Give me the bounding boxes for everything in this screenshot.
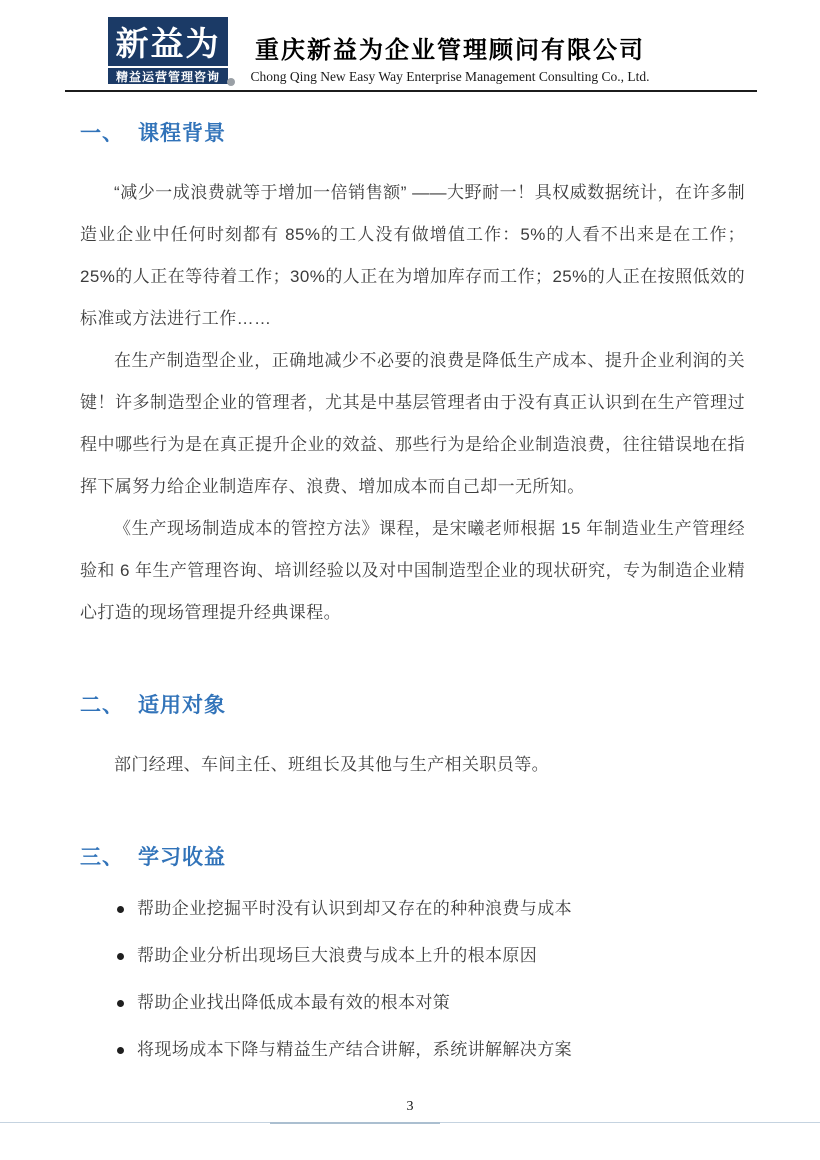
- section-benefits: [80, 841, 745, 1063]
- header-rule: [65, 90, 757, 92]
- section-audience: [80, 689, 745, 786]
- company-logo: [108, 17, 228, 84]
- section-title: [80, 117, 745, 147]
- list-item-text: 帮助企业分析出现场巨大浪费与成本上升的根本原因: [137, 946, 538, 965]
- section-title-text: 学习收益: [138, 846, 226, 869]
- company-name-block: [225, 30, 675, 85]
- bullet-dot-icon: [117, 1047, 124, 1054]
- paragraph: 部门经理、车间主任、班组长及其他与生产相关职员等。: [114, 755, 549, 774]
- company-name-en: Chong Qing New Easy Way Enterprise Management Consulting Co., Ltd.: [250, 69, 650, 84]
- section-number: 一、: [80, 122, 124, 145]
- benefits-list: [117, 896, 745, 1063]
- bullet-dot-icon: [117, 953, 124, 960]
- list-item: [117, 990, 745, 1016]
- list-item: [117, 1037, 745, 1063]
- bullet-dot-icon: [117, 906, 124, 913]
- footer-rule-segment: [270, 1122, 440, 1124]
- logo-wordmark: 新益为: [108, 17, 228, 66]
- section-course-background: [80, 117, 745, 634]
- section-title: [80, 689, 745, 719]
- paragraph: 在生产制造型企业，正确地减少不必要的浪费是降低生产成本、提升企业利润的关键！许多制造型企业的管理者，尤其是中基层管理者由于没有真正认识到在生产管理过程中哪些行为是在真正提升企业的效益、那些行为是给企业制造浪费，往往错误地在指挥下属努力给企业制造库存、浪费、增加成本而自己却一无所知。: [80, 351, 745, 496]
- section-body: [80, 744, 745, 786]
- list-item: [117, 943, 745, 969]
- section-title: [80, 841, 745, 871]
- list-item-text: 将现场成本下降与精益生产结合讲解，系统讲解解决方案: [137, 1040, 572, 1059]
- document-body: [0, 92, 820, 1063]
- list-item: [117, 896, 745, 922]
- section-title-text: 课程背景: [138, 122, 226, 145]
- section-body: [80, 172, 745, 634]
- section-number: 二、: [80, 694, 124, 717]
- company-name-cn: 重庆新益为企业管理顾问有限公司: [255, 37, 645, 64]
- logo-tagline: 精益运营管理咨询: [108, 68, 228, 84]
- footer-rule: [0, 1122, 820, 1123]
- paragraph: “减少一成浪费就等于增加一倍销售额” ——大野耐一！具权威数据统计，在许多制造业企业中任何时刻都有 85%的工人没有做增值工作：5%的人看不出来是在工作；25%的人正在等待着工作；30%的人正在为增加库存而工作；25%的人正在按照低效的标准或方法进行工作……: [80, 183, 745, 328]
- page-number: 3: [406, 1099, 414, 1114]
- list-item-text: 帮助企业挖掘平时没有认识到却又存在的种种浪费与成本: [137, 899, 572, 918]
- bullet-dot-icon: [117, 1000, 124, 1007]
- letterhead: [0, 0, 820, 92]
- section-number: 三、: [80, 846, 124, 869]
- paragraph: 《生产现场制造成本的管控方法》课程，是宋曦老师根据 15 年制造业生产管理经验和 6 年生产管理咨询、培训经验以及对中国制造型企业的现状研究，专为制造企业精心打造的现场管理提升经典课程。: [80, 519, 745, 622]
- section-title-text: 适用对象: [138, 694, 226, 717]
- list-item-text: 帮助企业找出降低成本最有效的根本对策: [137, 993, 451, 1012]
